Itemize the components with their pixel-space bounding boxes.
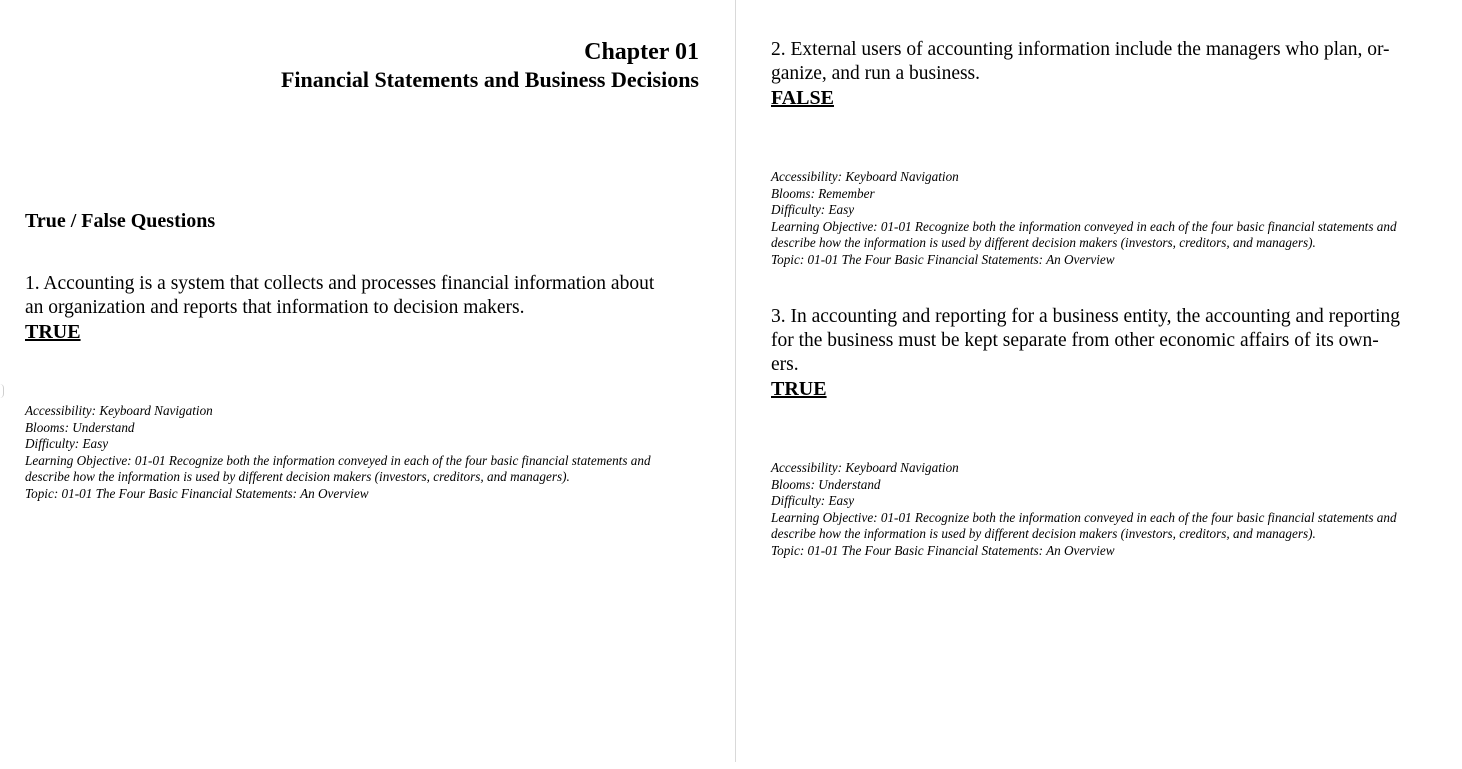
meta-topic: Topic: 01-01 The Four Basic Financial Statements: An Overview	[771, 251, 1115, 267]
right-page	[737, 0, 1462, 769]
meta-objective: Learning Objective: 01-01 Recognize both the information conveyed in each of the four basic financial statements and	[771, 218, 1397, 234]
meta-objective-cont: describe how the information is used by different decision makers (investors, creditors, and managers).	[771, 235, 1316, 250]
chapter-title: Chapter 01	[584, 39, 699, 65]
meta-accessibility: Accessibility: Keyboard Navigation	[25, 403, 213, 418]
meta-difficulty: Difficulty: Easy	[771, 202, 855, 217]
question-2-metadata	[771, 169, 1461, 268]
question-line: for the business must be kept separate from other economic affairs of its own-	[771, 330, 1379, 351]
question-1-metadata	[25, 403, 715, 502]
question-line: 1. Accounting is a system that collects and processes financial information about	[25, 273, 655, 294]
chapter-subtitle: Financial Statements and Business Decisions	[280, 67, 699, 92]
question-line: an organization and reports that information to decision makers.	[25, 297, 525, 318]
meta-topic: Topic: 01-01 The Four Basic Financial Statements: An Overview	[25, 485, 369, 501]
meta-accessibility: Accessibility: Keyboard Navigation	[771, 460, 959, 475]
meta-blooms: Blooms: Understand	[771, 476, 881, 492]
meta-difficulty: Difficulty: Easy	[771, 493, 855, 508]
question-text	[25, 272, 705, 320]
meta-difficulty: Difficulty: Easy	[25, 436, 109, 451]
question-1	[25, 272, 705, 345]
question-text	[771, 38, 1441, 86]
answer-label: FALSE	[771, 87, 834, 109]
answer-label: TRUE	[25, 321, 81, 343]
meta-accessibility: Accessibility: Keyboard Navigation	[771, 169, 959, 184]
question-2	[771, 38, 1441, 111]
meta-objective-cont: describe how the information is used by different decision makers (investors, creditors, and managers).	[25, 469, 570, 484]
meta-objective: Learning Objective: 01-01 Recognize both the information conveyed in each of the four basic financial statements and	[771, 509, 1397, 525]
answer-label: TRUE	[771, 378, 827, 400]
question-line: ganize, and run a business.	[771, 63, 981, 84]
meta-blooms: Blooms: Remember	[771, 185, 875, 201]
left-page	[0, 0, 736, 762]
page-edge-mark	[0, 384, 4, 398]
question-line: ers.	[771, 354, 799, 375]
meta-objective-cont: describe how the information is used by different decision makers (investors, creditors, and managers).	[771, 526, 1316, 541]
meta-blooms: Blooms: Understand	[25, 419, 135, 435]
meta-objective: Learning Objective: 01-01 Recognize both the information conveyed in each of the four basic financial statements and	[25, 452, 651, 468]
meta-topic: Topic: 01-01 The Four Basic Financial Statements: An Overview	[771, 542, 1115, 558]
question-3-metadata	[771, 460, 1461, 559]
section-heading: True / False Questions	[25, 210, 216, 232]
question-3	[771, 305, 1446, 402]
chapter-header	[281, 38, 699, 94]
question-text	[771, 305, 1446, 377]
question-line: 3. In accounting and reporting for a business entity, the accounting and reporting	[771, 306, 1401, 327]
question-line: 2. External users of accounting information include the managers who plan, or-	[771, 39, 1390, 60]
